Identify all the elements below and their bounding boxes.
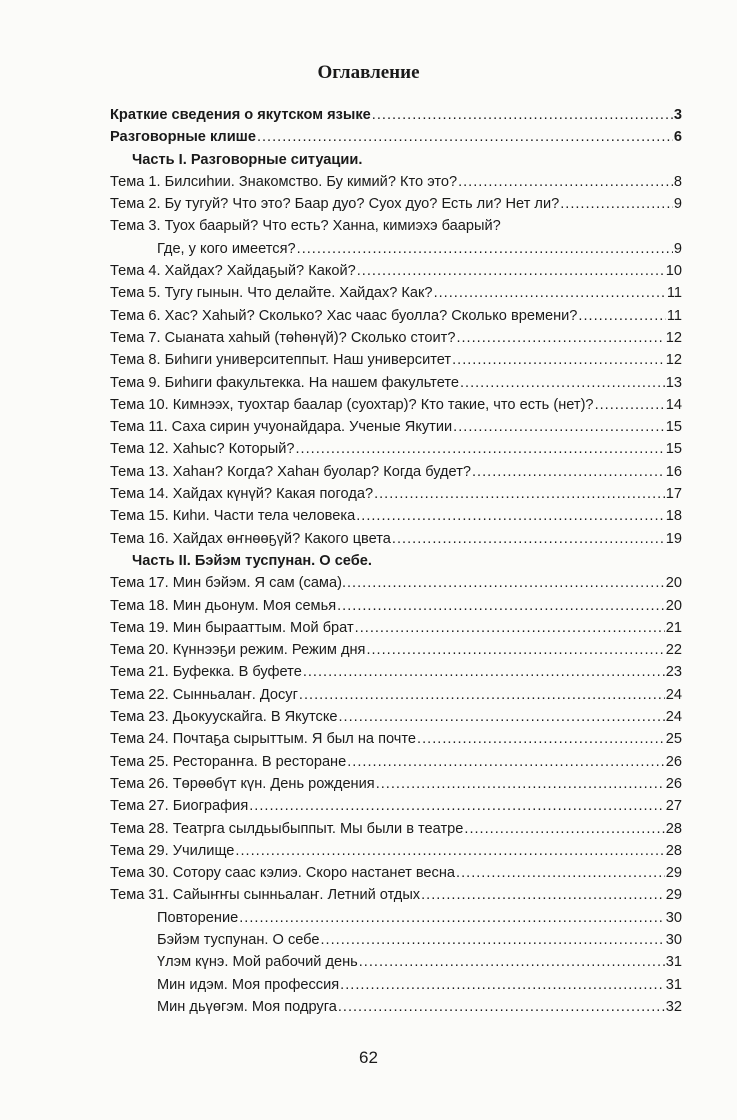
toc-entry: [110, 285, 682, 307]
toc-entry-page: 14: [665, 396, 682, 413]
toc-entry-page: 3: [673, 107, 682, 123]
dot-leader: [338, 999, 665, 1015]
toc-entry-page: 23: [665, 664, 682, 681]
toc-entry-page: 25: [665, 731, 682, 748]
toc-entry: [110, 865, 682, 887]
toc-entry-title: Тема 19. Мин бырааттым. Мой брат: [110, 619, 354, 636]
dot-leader: [392, 531, 665, 547]
toc-entry: [110, 977, 682, 999]
toc-entry-title: Где, у кого имеется?: [157, 240, 296, 257]
toc-entry-title: Тема 22. Сынньалаҥ. Досуг: [110, 686, 298, 703]
dot-leader: [239, 910, 665, 926]
toc-entry-page: 9: [673, 240, 682, 257]
dot-leader: [417, 731, 665, 747]
toc-entry: [110, 330, 682, 352]
toc-part-heading: [110, 553, 682, 575]
page-title: Оглавление: [317, 62, 420, 83]
toc-entry: [110, 263, 682, 285]
dot-leader: [357, 263, 665, 279]
toc-entry-title: Тема 20. Күннээҕи режим. Режим дня: [110, 642, 366, 659]
toc-entry: [110, 821, 682, 843]
toc-entry-title: Мин дьүөгэм. Моя подруга: [157, 998, 337, 1015]
toc-entry-page: 21: [665, 619, 682, 636]
dot-leader: [372, 107, 673, 123]
toc-entry-page: 18: [665, 508, 682, 525]
toc-entry: [110, 308, 682, 330]
toc-entry-page: 24: [665, 686, 682, 703]
page-number: 62: [359, 1048, 378, 1067]
toc-entry-title: Бэйэм туспунан. О себе: [157, 931, 320, 948]
toc-entry: [110, 731, 682, 753]
dot-leader: [356, 508, 665, 524]
toc-entry: [110, 664, 682, 686]
toc-entry-title: Повторение: [157, 909, 239, 926]
toc-part-heading: [110, 152, 682, 174]
dot-leader: [235, 843, 664, 859]
toc-entry-title: Тема 27. Биография: [110, 798, 249, 815]
dot-leader: [472, 464, 665, 480]
toc-entry-page: 29: [665, 865, 682, 882]
toc-entry: [110, 776, 682, 798]
toc-entry-title: Тема 10. Кимнээх, туохтар баалар (суохтар)? Кто такие, что есть (нет)?: [110, 396, 594, 413]
dot-leader: [595, 397, 665, 413]
toc-entry-title: Мин идэм. Моя профессия: [157, 976, 340, 993]
toc-entry-title: Тема 28. Театрга сылдьыбыппыт. Мы были в театре: [110, 820, 464, 837]
toc-entry-title: Краткие сведения о якутском языке: [110, 107, 371, 123]
toc-entry-title: Тема 30. Сотору саас кэлиэ. Скоро настанет весна: [110, 865, 456, 882]
toc-entry-title: Тема 6. Хас? Хаһый? Сколько? Хас чаас буолла? Сколько времени?: [110, 307, 578, 324]
toc-entry-title: Тема 8. Биһиги университеппыт. Наш университет: [110, 352, 452, 369]
toc-entry-page: 11: [666, 307, 682, 324]
dot-leader: [347, 575, 665, 591]
toc-entry-page: 10: [665, 263, 682, 280]
toc-entry-title: Тема 15. Киһи. Части тела человека: [110, 508, 356, 525]
dot-leader: [355, 620, 665, 636]
dot-leader: [560, 196, 673, 212]
toc-entry-title: Тема 17. Мин бэйэм. Я сам (сама).: [110, 575, 346, 592]
toc-entry: [110, 754, 682, 776]
toc-entry: [110, 129, 682, 151]
toc-entry: [110, 174, 682, 196]
toc-entry-title: Тема 16. Хайдах өҥнөөҕүй? Какого цвета: [110, 530, 391, 547]
toc-entry-title: Тема 24. Почтаҕа сырыттым. Я был на почте: [110, 731, 417, 748]
toc-entry-page: 12: [665, 352, 682, 369]
dot-leader: [458, 174, 673, 190]
toc-entry-page: 6: [673, 129, 682, 146]
dot-leader: [456, 865, 665, 881]
toc-entry-title: Тема 25. Ресторанҥа. В ресторане: [110, 753, 347, 770]
toc-entry-page: 28: [665, 842, 682, 859]
toc-entry-title: Тема 2. Бу тугуй? Что это? Баар дуо? Суох дуо? Есть ли? Нет ли?: [110, 196, 560, 213]
dot-leader: [578, 308, 665, 324]
toc-entry: [110, 954, 682, 976]
toc-entry: [110, 218, 682, 240]
dot-leader: [460, 375, 665, 391]
toc-entry-page: 27: [665, 798, 682, 815]
dot-leader: [296, 441, 665, 457]
toc-entry-page: 24: [665, 709, 682, 726]
dot-leader: [257, 129, 673, 145]
toc-entry-title: Часть II. Бэйэм туспунан. О себе.: [132, 552, 372, 569]
toc-entry-title: Тема 21. Буфекка. В буфете: [110, 664, 302, 681]
toc-entry-page: 20: [665, 597, 682, 614]
toc-entry: [110, 598, 682, 620]
dot-leader: [337, 598, 665, 614]
toc-entry-page: 32: [665, 998, 682, 1015]
toc-entry-page: 17: [665, 486, 682, 503]
toc-entry: [110, 642, 682, 664]
dot-leader: [359, 954, 665, 970]
toc-entry: [110, 241, 682, 263]
toc-entry: [110, 107, 682, 129]
toc-entry: [110, 464, 682, 486]
toc-entry-title: Тема 29. Училище: [110, 842, 235, 859]
dot-leader: [421, 887, 665, 903]
dot-leader: [321, 932, 665, 948]
toc-entry-page: 30: [665, 909, 682, 926]
toc-entry: [110, 620, 682, 642]
toc-entry-title: Тема 4. Хайдах? Хайдаҕый? Какой?: [110, 263, 356, 280]
toc-entry-page: 15: [665, 419, 682, 436]
dot-leader: [303, 664, 665, 680]
toc-entry-page: 28: [665, 820, 682, 837]
toc-entry-page: 26: [665, 753, 682, 770]
toc-entry-page: 31: [665, 976, 682, 993]
toc-entry: [110, 887, 682, 909]
dot-leader: [340, 977, 665, 993]
toc-entry-page: 20: [665, 575, 682, 592]
toc-entry: [110, 196, 682, 218]
toc-entry-title: Часть I. Разговорные ситуации.: [132, 151, 363, 168]
toc-entry: [110, 486, 682, 508]
toc-entry-title: Тема 3. Туох баарый? Что есть? Ханна, кимиэхэ баарый?: [110, 218, 501, 235]
toc-entry-title: Тема 18. Мин дьонум. Моя семья: [110, 597, 337, 614]
dot-leader: [376, 776, 665, 792]
dot-leader: [464, 821, 664, 837]
toc-entry-page: 19: [665, 530, 682, 547]
toc-entry-title: Тема 13. Хаһан? Когда? Хаһан буолар? Когда будет?: [110, 463, 471, 480]
toc-entry-title: Тема 14. Хайдах күнүй? Какая погода?: [110, 486, 374, 503]
table-of-contents: [110, 107, 682, 1021]
toc-entry-page: 15: [665, 441, 682, 458]
dot-leader: [452, 352, 665, 368]
toc-entry-title: Тема 23. Дьокуускайга. В Якутске: [110, 709, 338, 726]
toc-entry-page: 16: [665, 463, 682, 480]
toc-entry: [110, 687, 682, 709]
dot-leader: [249, 798, 665, 814]
dot-leader: [347, 754, 665, 770]
toc-entry: [110, 999, 682, 1021]
toc-entry-page: 13: [665, 374, 682, 391]
toc-entry: [110, 419, 682, 441]
toc-entry: [110, 441, 682, 463]
toc-entry: [110, 843, 682, 865]
toc-entry: [110, 575, 682, 597]
toc-entry: [110, 352, 682, 374]
toc-entry-title: Тема 5. Тугу гынын. Что делайте. Хайдах? Как?: [110, 285, 433, 302]
toc-entry: [110, 375, 682, 397]
dot-leader: [434, 285, 666, 301]
dot-leader: [339, 709, 665, 725]
toc-entry-title: Тема 1. Билсиһии. Знакомство. Бу кимий? Кто это?: [110, 173, 458, 190]
toc-entry: [110, 531, 682, 553]
toc-entry-page: 22: [665, 642, 682, 659]
dot-leader: [297, 241, 673, 257]
toc-entry-page: 11: [666, 285, 682, 302]
toc-entry: [110, 397, 682, 419]
toc-entry: [110, 798, 682, 820]
toc-entry-page: 26: [665, 775, 682, 792]
toc-entry-title: Тема 7. Сыаната хаһый (төһөнүй)? Сколько стоит?: [110, 329, 456, 346]
toc-entry-page: 12: [665, 329, 682, 346]
toc-entry-page: 30: [665, 931, 682, 948]
toc-entry-page: 8: [673, 173, 682, 190]
dot-leader: [374, 486, 665, 502]
toc-entry: [110, 709, 682, 731]
dot-leader: [453, 419, 665, 435]
toc-entry-title: Үлэм күнэ. Мой рабочий день: [157, 954, 358, 971]
dot-leader: [456, 330, 664, 346]
dot-leader: [366, 642, 664, 658]
toc-entry-title: Тема 26. Төрөөбүт күн. День рождения: [110, 775, 375, 792]
toc-entry-title: Тема 9. Биһиги факультекка. На нашем факультете: [110, 374, 459, 391]
toc-entry-page: 31: [665, 954, 682, 971]
toc-entry-title: Разговорные клише: [110, 129, 256, 146]
toc-entry: [110, 910, 682, 932]
toc-entry: [110, 508, 682, 530]
toc-entry-page: 29: [665, 887, 682, 904]
toc-entry-title: Тема 12. Хаһыс? Который?: [110, 441, 295, 458]
toc-entry-title: Тема 31. Сайыҥҥы сынньалаҥ. Летний отдых: [110, 887, 421, 904]
toc-entry-page: 9: [673, 196, 682, 213]
dot-leader: [299, 687, 665, 703]
toc-entry-title: Тема 11. Саха сирин учуонайдара. Ученые Якутии: [110, 419, 453, 436]
toc-entry: [110, 932, 682, 954]
